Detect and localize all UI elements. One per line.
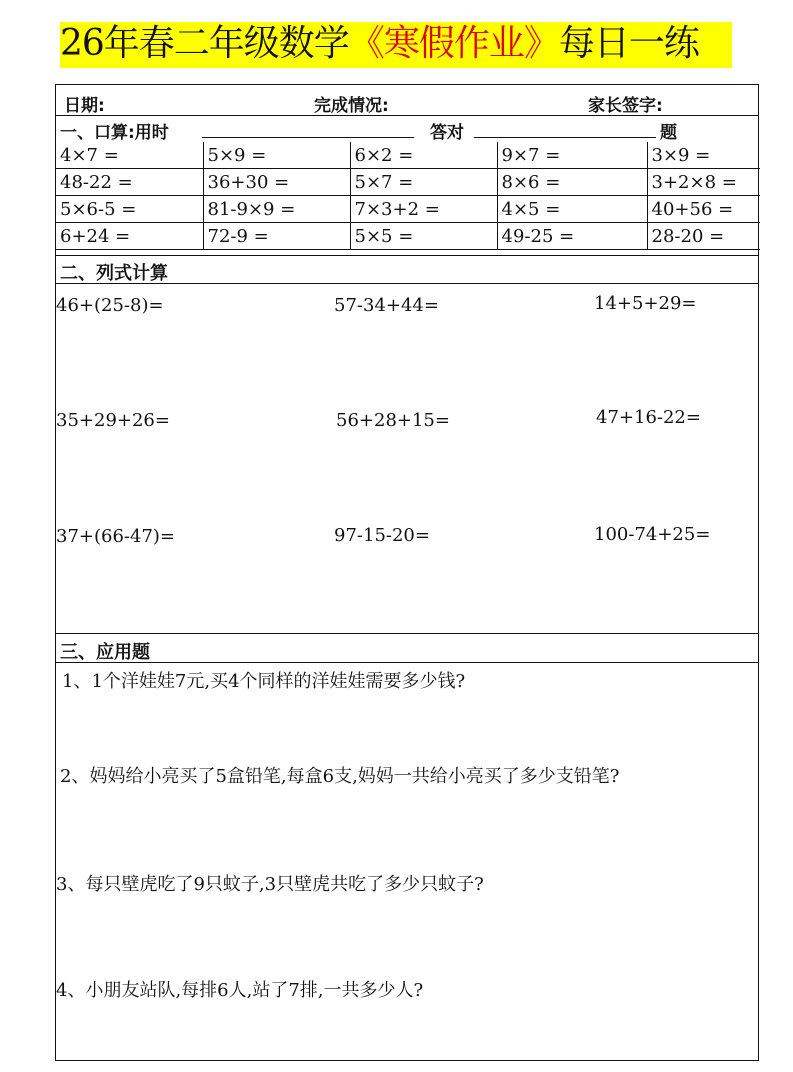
word-problem: 4、小朋友站队,每排6人,站了7排,一共多少人?	[56, 980, 424, 1001]
expression-item: 57-34+44=	[334, 295, 439, 316]
oral-cell: 4×7 =	[56, 142, 203, 169]
oral-cell: 5×5 =	[350, 223, 497, 250]
oral-cell: 5×7 =	[350, 169, 497, 196]
expression-item: 14+5+29=	[594, 293, 697, 314]
oral-cell: 40+56 =	[647, 196, 760, 223]
word-problem: 3、每只壁虎吃了9只蚊子,3只壁虎共吃了多少只蚊子?	[56, 874, 484, 895]
section2-title: 二、列式计算	[60, 263, 168, 284]
title-part-grade: 26年春二年级数学	[60, 23, 349, 64]
oral-cell: 5×9 =	[203, 142, 350, 169]
oral-cell: 7×3+2 =	[350, 196, 497, 223]
expression-item: 37+(66-47)=	[56, 526, 176, 547]
oral-cell: 6+24 =	[56, 223, 203, 250]
title-part-daily: 每日一练	[558, 23, 699, 64]
word-problem: 1、1个洋娃娃7元,买4个同样的洋娃娃需要多少钱?	[62, 671, 466, 692]
oral-cell: 49-25 =	[497, 223, 647, 250]
oral-cell: 8×6 =	[497, 169, 647, 196]
oral-cell: 6×2 =	[350, 142, 497, 169]
oral-cell: 72-9 =	[203, 223, 350, 250]
word-problem: 2、妈妈给小亮买了5盒铅笔,每盒6支,妈妈一共给小亮买了多少支铅笔?	[60, 766, 620, 787]
divider	[56, 255, 758, 256]
expression-item: 97-15-20=	[334, 525, 430, 546]
table-row	[56, 196, 760, 223]
section1-title: 一、口算:用时	[60, 123, 169, 143]
table-row	[56, 223, 760, 250]
correct-count-blank[interactable]	[474, 137, 656, 138]
oral-cell: 4×5 =	[497, 196, 647, 223]
table-row	[56, 169, 760, 196]
expression-item: 56+28+15=	[336, 410, 450, 431]
expression-item: 100-74+25=	[594, 524, 711, 545]
divider	[56, 283, 758, 284]
title-part-homework: 《寒假作业》	[348, 23, 559, 64]
expression-item: 46+(25-8)=	[56, 295, 164, 316]
divider	[56, 633, 758, 634]
oral-cell: 36+30 =	[203, 169, 350, 196]
completion-label: 完成情况:	[314, 96, 389, 116]
parent-sign-label: 家长签字:	[588, 96, 663, 116]
oral-calc-header	[56, 115, 758, 142]
oral-cell: 3+2×8 =	[647, 169, 760, 196]
page-title	[60, 20, 732, 68]
questions-suffix: 题	[660, 123, 677, 143]
oral-cell: 48-22 =	[56, 169, 203, 196]
oral-cell: 9×7 =	[497, 142, 647, 169]
oral-cell: 81-9×9 =	[203, 196, 350, 223]
time-blank[interactable]	[202, 137, 414, 138]
correct-label: 答对	[430, 123, 464, 143]
worksheet	[55, 84, 759, 1061]
oral-cell: 3×9 =	[647, 142, 760, 169]
section3-title: 三、应用题	[60, 642, 150, 663]
divider	[56, 662, 758, 663]
header-row	[56, 85, 758, 115]
oral-cell: 28-20 =	[647, 223, 760, 250]
expression-item: 35+29+26=	[56, 410, 170, 431]
oral-calc-table	[56, 142, 760, 250]
expression-item: 47+16-22=	[596, 407, 701, 428]
date-label: 日期:	[64, 96, 105, 116]
oral-cell: 5×6-5 =	[56, 196, 203, 223]
table-row	[56, 142, 760, 169]
